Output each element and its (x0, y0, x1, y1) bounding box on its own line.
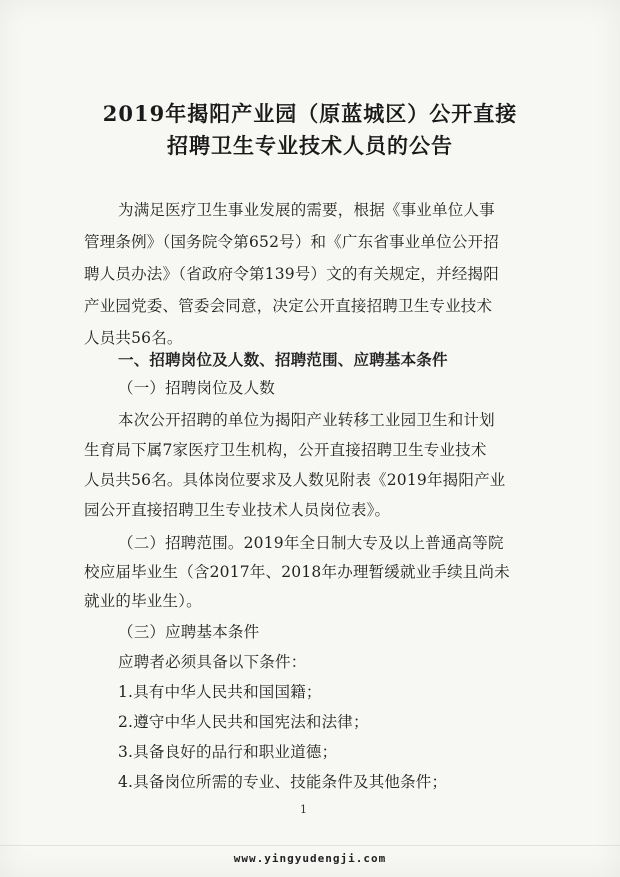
intro-line-3: 聘人员办法》（省政府令第139号）文的有关规定，并经揭阳 (84, 265, 499, 283)
document-title-line-1: 2019年揭阳产业园（原蓝城区）公开直接 (102, 101, 518, 126)
document-title-line-2: 招聘卫生专业技术人员的公告 (167, 133, 453, 158)
intro-line-5: 人员共56名。 (84, 329, 183, 347)
sub1-line-4: 园公开直接招聘卫生专业技术人员岗位表》。 (84, 501, 391, 519)
sub2-line-1: （二）招聘范围。2019年全日制大专及以上普通高等院 (118, 534, 504, 552)
intro-line-1: 为满足医疗卫生事业发展的需要，根据《事业单位人事 (118, 201, 495, 219)
condition-item: 4.具备岗位所需的专业、技能条件及其他条件； (118, 773, 448, 791)
section-1-heading: 一、招聘岗位及人数、招聘范围、应聘基本条件 (118, 350, 448, 369)
intro-line-2: 管理条例》（国务院令第652号）和《广东省事业单位公开招 (84, 233, 499, 251)
site-watermark: www.yingyudengji.com (233, 852, 387, 865)
sub1-line-2: 生育局下属7家医疗卫生机构，公开直接招聘卫生专业技术 (84, 441, 487, 459)
sub2-line-3: 就业的毕业生）。 (84, 592, 202, 610)
condition-item: 1.具有中华人民共和国国籍； (118, 683, 322, 701)
page-number: 1 (300, 803, 307, 816)
scan-fold-line (0, 845, 620, 846)
intro-line-4: 产业园党委、管委会同意，决定公开直接招聘卫生专业技术 (84, 297, 493, 315)
condition-item: 2.遵守中华人民共和国宪法和法律； (118, 713, 369, 731)
sub1-line-1: 本次公开招聘的单位为揭阳产业转移工业园卫生和计划 (118, 411, 495, 429)
sub2-line-2: 校应届毕业生（含2017年、2018年办理暂缓就业手续且尚未 (84, 563, 510, 581)
sub1-line-3: 人员共56名。具体岗位要求及人数见附表《2019年揭阳产业 (84, 471, 506, 489)
conditions-intro: 应聘者必须具备以下条件： (118, 653, 307, 671)
condition-item: 3.具备良好的品行和职业道德； (118, 743, 338, 761)
subsection-1-heading: （一）招聘岗位及人数 (118, 379, 276, 397)
subsection-3-heading: （三）应聘基本条件 (118, 623, 260, 641)
